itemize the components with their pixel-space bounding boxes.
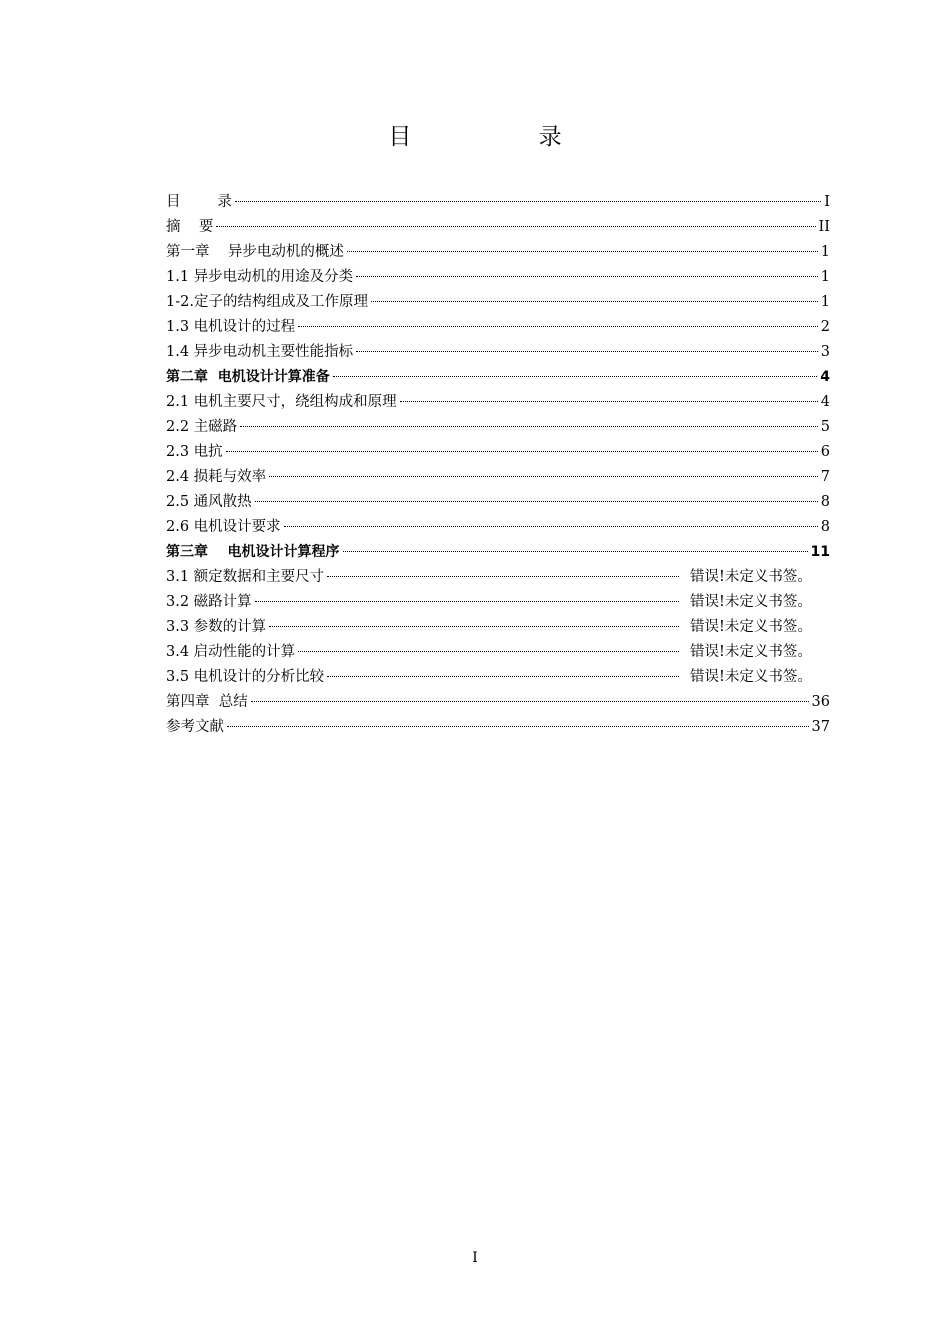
- dot-leader: [356, 275, 818, 277]
- toc-entry[interactable]: [166, 665, 830, 690]
- toc-entry-page: 7: [820, 469, 830, 485]
- toc-entry-page: 1: [820, 269, 830, 285]
- page-title: 目 录: [388, 124, 622, 150]
- toc-entry[interactable]: [166, 590, 830, 615]
- toc-entry-page: 错误!未定义书签。: [690, 569, 812, 585]
- toc-entry[interactable]: [166, 240, 830, 265]
- toc-entry-page: 36: [811, 694, 830, 710]
- toc-entry[interactable]: [166, 490, 830, 515]
- toc-entry-page: 4: [820, 369, 830, 385]
- toc-entry[interactable]: [166, 265, 830, 290]
- toc-entry[interactable]: [166, 190, 830, 215]
- toc-entry[interactable]: [166, 415, 830, 440]
- toc-entry-page: 8: [820, 519, 830, 535]
- dot-leader: [269, 475, 818, 477]
- toc-entry-label: 1-2.定子的结构组成及工作原理: [166, 294, 368, 310]
- toc-entry-page: 5: [820, 419, 830, 435]
- toc-entry-label: 3.3 参数的计算: [166, 619, 267, 635]
- toc-entry[interactable]: [166, 215, 830, 240]
- dot-leader: [235, 200, 821, 202]
- toc-entry[interactable]: [166, 640, 830, 665]
- toc-entry-label: 2.4 损耗与效率: [166, 469, 267, 485]
- toc-entry-label: 3.4 启动性能的计算: [166, 644, 296, 660]
- toc-entry-label: 第一章 异步电动机的概述: [166, 244, 344, 260]
- toc-entry-page: 4: [820, 394, 830, 410]
- dot-leader: [269, 625, 679, 627]
- toc-entry-label: 参考文献: [166, 719, 224, 735]
- dot-leader: [216, 225, 815, 227]
- toc-entry-page: 2: [820, 319, 830, 335]
- table-of-contents: [166, 190, 830, 740]
- toc-entry-page: II: [818, 219, 830, 235]
- dot-leader: [327, 575, 679, 577]
- toc-entry[interactable]: [166, 390, 830, 415]
- dot-leader: [298, 650, 679, 652]
- dot-leader: [284, 525, 818, 527]
- toc-entry[interactable]: [166, 365, 830, 390]
- dot-leader: [298, 325, 818, 327]
- toc-entry-page: 3: [820, 344, 830, 360]
- dot-leader: [343, 550, 808, 552]
- dot-leader: [327, 675, 679, 677]
- toc-entry[interactable]: [166, 565, 830, 590]
- toc-entry-label: 第四章 总结: [166, 694, 248, 710]
- toc-entry[interactable]: [166, 440, 830, 465]
- toc-entry-label: 3.5 电机设计的分析比较: [166, 669, 325, 685]
- toc-entry-label: 1.3 电机设计的过程: [166, 319, 296, 335]
- toc-entry-page: 1: [820, 294, 830, 310]
- toc-entry-label: 第二章 电机设计计算准备: [166, 369, 330, 385]
- dot-leader: [227, 725, 809, 727]
- toc-entry-page: 1: [820, 244, 830, 260]
- toc-entry-label: 摘 要: [166, 219, 214, 235]
- toc-entry-page: 6: [820, 444, 830, 460]
- toc-entry-label: 2.1 电机主要尺寸，绕组构成和原理: [166, 394, 397, 410]
- toc-entry-page: 错误!未定义书签。: [690, 644, 812, 660]
- toc-entry[interactable]: [166, 465, 830, 490]
- page-number: I: [472, 1250, 478, 1266]
- toc-entry-label: 1.1 异步电动机的用途及分类: [166, 269, 354, 285]
- toc-entry-label: 3.2 磁路计算: [166, 594, 252, 610]
- dot-leader: [255, 600, 679, 602]
- dot-leader: [347, 250, 818, 252]
- toc-entry-label: 2.3 电抗: [166, 444, 223, 460]
- toc-entry-label: 目 录: [166, 194, 232, 210]
- toc-entry-label: 2.2 主磁路: [166, 419, 238, 435]
- toc-entry-page: I: [824, 194, 830, 210]
- toc-entry-label: 2.6 电机设计要求: [166, 519, 281, 535]
- toc-entry-page: 错误!未定义书签。: [690, 619, 812, 635]
- dot-leader: [240, 425, 818, 427]
- dot-leader: [356, 350, 818, 352]
- dot-leader: [226, 450, 818, 452]
- toc-entry[interactable]: [166, 690, 830, 715]
- dot-leader: [400, 400, 818, 402]
- toc-entry[interactable]: [166, 340, 830, 365]
- toc-entry-label: 3.1 额定数据和主要尺寸: [166, 569, 325, 585]
- toc-entry-label: 第三章 电机设计计算程序: [166, 544, 340, 560]
- dot-leader: [371, 300, 818, 302]
- dot-leader: [251, 700, 809, 702]
- toc-entry-page: 37: [811, 719, 830, 735]
- toc-entry[interactable]: [166, 615, 830, 640]
- toc-entry[interactable]: [166, 515, 830, 540]
- toc-entry-page: 错误!未定义书签。: [690, 594, 812, 610]
- toc-entry-label: 1.4 异步电动机主要性能指标: [166, 344, 354, 360]
- toc-entry[interactable]: [166, 290, 830, 315]
- toc-entry-page: 11: [810, 544, 830, 560]
- toc-entry-label: 2.5 通风散热: [166, 494, 252, 510]
- toc-entry-page: 8: [820, 494, 830, 510]
- toc-entry-page: 错误!未定义书签。: [690, 669, 812, 685]
- toc-entry[interactable]: [166, 315, 830, 340]
- dot-leader: [333, 375, 818, 377]
- toc-entry[interactable]: [166, 540, 830, 565]
- toc-entry[interactable]: [166, 715, 830, 740]
- dot-leader: [255, 500, 818, 502]
